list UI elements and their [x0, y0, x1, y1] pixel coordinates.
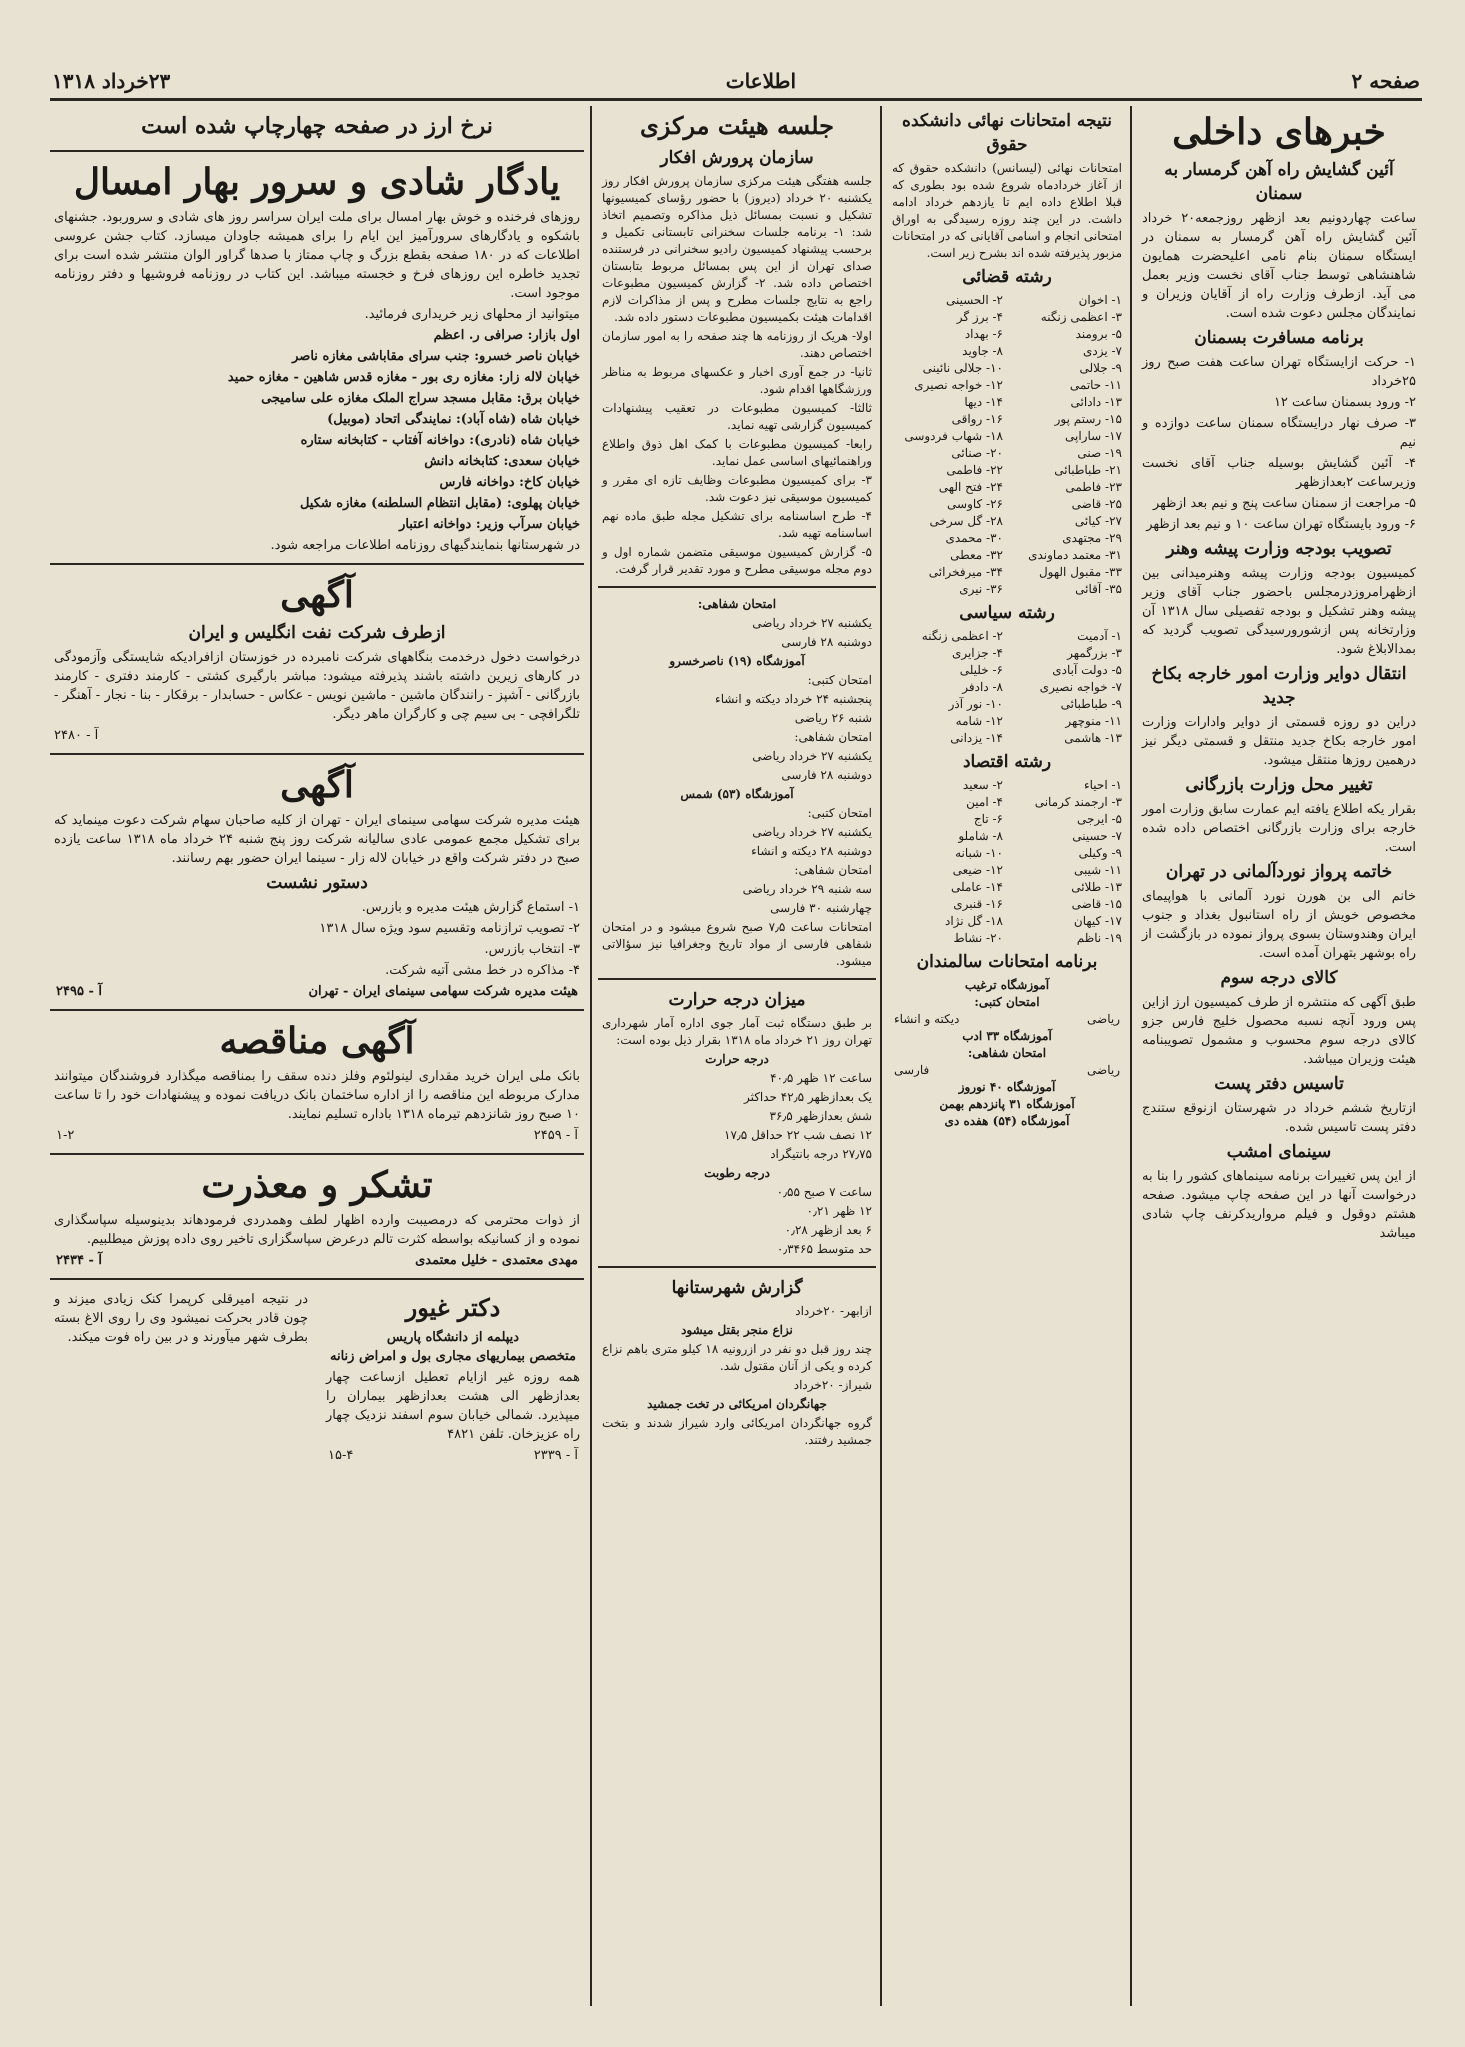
ad-title: آگهی — [280, 764, 354, 806]
article-heading: تاسیس دفتر پست — [1214, 1074, 1344, 1094]
exam-line: شنبه ۲۶ ریاضی — [794, 711, 872, 725]
article-body: طبق آگهی که منتشره از طرف کمیسیون ارز ازاین پس ورود آنچه نسبه محصول خلیج فارس جزو کالای درجه سوم محسوب و مشمول تصویبنامه هیئت وزیران میباشد. — [1142, 995, 1416, 1067]
list-item: ثالثا- کمیسیون مطبوعات در تعقیب پیشنهادات کمیسیون گزارشی تهیه نماید. — [602, 401, 872, 432]
list-item: ۲- الحسینی — [945, 293, 1003, 307]
list-item: ۷- خواجه نصیری — [1039, 680, 1122, 694]
article-heading: میزان درجه حرارت — [668, 990, 806, 1010]
article-heading: جلسه هیئت مرکزی — [639, 111, 835, 140]
ad-signature: مهدی معتمدی - خلیل معتمدی — [415, 1253, 578, 1268]
section-heading: رشته قضائی — [962, 267, 1052, 287]
doctor-ad — [322, 1288, 584, 1465]
masthead-rule — [50, 98, 1422, 101]
article-body: در نتیجه امیرقلی کرپمرا کنک زیادی میزند و چون قادر بحرکت نمیشود وی را روی الاغ بسته بطرف شهر میآورند و در بین راه فوت میکند. — [54, 1292, 308, 1345]
exam-line: یکشنبه ۲۷ خرداد ریاضی — [752, 825, 872, 839]
list-item: ۳۲- معطی — [950, 548, 1003, 562]
paper-name: اطلاعات — [725, 69, 796, 93]
ad-signature: هیئت مدیره شرکت سهامی سینمای ایران - تهران — [308, 984, 578, 999]
ad-body: بانک ملی ایران خرید مقداری لینولئوم وفلز دنده سقف را بمناقصه میگذارد فروشندگان میتوانند مدارک مربوطه این مناقصه را از اداره ساختمان بانک دریافت نموده و پیشنهادات خود را تا ساعت ۱۰ صبح روز شانزدهم تیرماه ۱۳۱۸ باداره تسلیم نمایند. — [54, 1069, 580, 1122]
news-body: گروه جهانگردان امریکائی وارد شیراز شدند و بتخت جمشید رفتند. — [602, 1416, 872, 1447]
list-item: ۱۷- کیهان — [1073, 914, 1122, 928]
list-item: ۱۳- دادائی — [1070, 395, 1122, 409]
list-item: ثانیا- در جمع آوری اخبار و عکسهای مربوط به مناظر ورزشگاهها اقدام شود. — [602, 365, 872, 396]
ad-code: آ - ۲۴۵۹ — [533, 1128, 578, 1143]
news-body: چند روز قبل دو نفر در ازرونیه ۱۸ کیلو متری باهم نزاع کرده و یکی از آنان مقتول شد. — [602, 1342, 872, 1373]
list-item: ۵- ایرجی — [1076, 812, 1122, 826]
list-item: ۱- اخوان — [1078, 293, 1122, 307]
list-item: ۳- برای کمیسیون مطبوعات وظایف تازه ای مقرر و کمیسیون موسیقی نیز دعوت شد. — [602, 473, 872, 504]
ad-title: آگهی — [280, 574, 354, 616]
list-item: ۲- ورود بسمنان ساعت ۱۲ — [1273, 395, 1416, 410]
school-name: آموزشگاه ۳۱ پانزدهم بهمن — [939, 1097, 1075, 1111]
shop-item: خیابان سعدی: کتابخانه دانش — [424, 454, 580, 469]
article-body: امتحانات نهائی (لیسانس) دانشکده حقوق که از آغاز خردادماه شروع شده بود بطوری که قبلا اطلاع داده ایم تا یازدهم خرداد ادامه داشت. در این چند روزه رسیدگی به اوراق امتحانی انجام و اسامی آقایانی که در امتحانات مزبور پذیرفته شده اند بشرح زیر است. — [892, 161, 1122, 260]
list-item: ۱۴- یزدانی — [950, 731, 1003, 745]
exam-subjects — [894, 1011, 1120, 1028]
list-item: ۵- برومند — [1075, 327, 1122, 341]
article-subheading: سازمان پرورش افکار — [660, 148, 814, 168]
ad-code: آ - ۲۴۹۵ — [56, 984, 102, 999]
table-row: یک بعدازظهر ۴۲٫۵ حداکثر — [743, 1090, 872, 1104]
agenda-heading: دستور نشست — [266, 873, 368, 893]
article-body: روزهای فرخنده و خوش بهار امسال برای ملت ایران سراسر روز های شادی و سروربود. جشنهای باشکوه و یادگارهای سرورآمیز این ایام را برای همیشه جاودان میسازد. کتاب جشن عروسی اطلاعات که در ۱۸۰ صفحه بقطع بزرگ و چاپ ممتاز با صدها گراور الوان منتشر شده است برای تجدید خاطره این روزهای فرخ و خجسته میباشد. این کتاب در روزنامه فروشیها و دفتر روزنامه موجود است. — [54, 210, 581, 301]
ad-code-row — [328, 1446, 578, 1465]
list-item: ۱۹- ناظم — [1076, 931, 1122, 945]
list-item: رابعا- کمیسیون مطبوعات با کمک اهل ذوق واطلاع وراهنمائیهای اساسی عمل نماید. — [602, 437, 872, 468]
divider — [50, 563, 584, 565]
list-item: ۸- جاوید — [962, 344, 1003, 358]
article-heading: گزارش شهرستانها — [671, 1278, 803, 1298]
list-item: ۱۶- قنبری — [953, 897, 1003, 911]
exam-line: پنجشنبه ۲۴ خرداد دیکته و انشاء — [715, 692, 872, 706]
shop-item: خیابان شاه (شاه آباد): نمایندگی اتحاد (موبیل) — [327, 412, 580, 427]
doctor-specialty: متخصص بیماریهای مجاری بول و امراض زنانه — [329, 1349, 577, 1364]
list-item: ۴- آئین گشایش بوسیله جناب آقای نخست وزیرساعت ۲بعدازظهر — [1142, 456, 1416, 490]
divider — [50, 1009, 584, 1011]
city-dateline: ازابهر- ۲۰خرداد — [795, 1304, 872, 1318]
exam-heading: آموزشگاه (۱۹) ناصرخسرو — [669, 654, 805, 668]
list-item: ۱- حرکت ازایستگاه تهران ساعت هفت صبح روز ۲۵خرداد — [1142, 355, 1416, 389]
ad-number: ۱-۲ — [56, 1128, 75, 1143]
shop-item: خیابان برق: مقابل مسجد سراج الملک مغازه علی سامیجی — [261, 391, 580, 406]
article-heading: نتیجه امتحانات نهائی دانشکده حقوق — [902, 111, 1112, 155]
exam-line: امتحان شفاهی: — [794, 730, 872, 744]
ad-body: همه روزه غیر ازایام تعطیل ازساعت چهار بعدازظهر الی هشت بعدازظهر بیماران را میپذیرد. شمالی خیابان سوم اسفند نزدیک چهار راه عزیزخان. تلفن ۴۸۲۱ — [326, 1370, 580, 1442]
exam-line: دوشنبه ۲۸ دیکته و انشاء — [751, 844, 872, 858]
article-heading: کالای درجه سوم — [1220, 968, 1338, 988]
list-item: ۱۳- طلائی — [1071, 880, 1122, 894]
exam-results-column — [888, 106, 1126, 2006]
exam-line: دوشنبه ۲۸ فارسی — [781, 635, 872, 649]
list-item: ۲۹- مجتهدی — [1062, 531, 1122, 545]
list-item: ۷- یزدی — [1082, 344, 1122, 358]
name-list — [892, 292, 1122, 598]
list-item: ۲- اعظمی زنگنه — [921, 629, 1003, 643]
list-item: ۹- وکیلی — [1078, 846, 1122, 860]
list-item: ۱۰- شبانه — [955, 846, 1003, 860]
shop-item: خیابان ناصر خسرو: جنب سرای مقاباشی مغازه ناصر — [292, 349, 580, 364]
list-item: ۱۴- دیها — [964, 395, 1003, 409]
list-item: ۴- جزایری — [951, 646, 1003, 660]
ad-code: آ - ۲۴۸۰ — [54, 728, 99, 743]
column-rule — [1130, 106, 1132, 2006]
list-item: ۶- خلیلی — [959, 663, 1003, 677]
list-item: ۴- امین — [966, 795, 1003, 809]
table-row: ۲۷٫۷۵ درجه بانتیگراد — [770, 1147, 872, 1161]
divider — [50, 753, 584, 755]
list-item: ۳۴- میرفخرائی — [928, 565, 1003, 579]
subject: دیکته و انشاء — [894, 1012, 960, 1026]
name-list — [892, 628, 1122, 747]
list-item: ۳۵- آقائی — [1075, 582, 1122, 596]
school-name: آموزشگاه (۵۴) هفده دی — [944, 1114, 1070, 1128]
ad-code-row — [56, 1126, 578, 1145]
article-heading: تغییر محل وزارت بازرگانی — [1185, 775, 1373, 795]
page-number: صفحه ۲ — [1351, 69, 1420, 93]
exam-heading: امتحان شفاهی: — [697, 597, 777, 611]
list-item: ۱۲- شامه — [955, 714, 1003, 728]
shop-item: اول بازار: صرافی ر. اعظم — [433, 328, 580, 343]
bottom-row — [50, 1288, 584, 1465]
divider — [598, 978, 876, 980]
subject: ریاضی — [1087, 1063, 1120, 1077]
divider — [50, 150, 584, 152]
ad-signature-row — [56, 982, 578, 1001]
exam-note: امتحانات ساعت ۷٫۵ صبح شروع میشود و در امتحان شفاهی فارسی از مواد تاریخ وجغرافیا نیز سؤالاتی میشود. — [602, 920, 872, 968]
list-item: ۳۰- محمدی — [945, 531, 1003, 545]
list-item: ۱۸- شهاب فردوسی — [904, 429, 1003, 443]
doctor-degree: دیپلمه از دانشگاه پاریس — [386, 1330, 520, 1345]
news-continuation — [50, 1288, 312, 1465]
exam-line: دوشنبه ۲۸ فارسی — [781, 768, 872, 782]
ad-body: هیئت مدیره شرکت سهامی سینمای ایران - تهران از کلیه صاحبان سهام شرکت دعوت مینماید که برای تشکیل مجمع عمومی عادی سالیانه شرکت روز پنج شنبه ۲۴ خرداد ماه ۱۳۱۸ ساعت یازده صبح در دفتر شرکت واقع در خیابان لاله زار - سینما ایران حضور بهم رسانند. — [54, 813, 580, 866]
table-row: ساعت ۷ صبح ۰٫۵۵ — [776, 1185, 872, 1199]
school-name: آموزشگاه ۴۰ نوروز — [958, 1080, 1056, 1094]
agenda-item: ۳- انتخاب بازرس. — [484, 942, 580, 957]
article-heading: برنامه مسافرت بسمنان — [1194, 328, 1364, 348]
list-item: ۸- شاملو — [958, 829, 1003, 843]
article-body: از این پس تغییرات برنامه سینماهای کشور را بنا به درخواست آنها در این صفحه چاپ میشود. صفحه هشتم دوقول و فیلم مرواریدکرنف چاپ شادی میباشد — [1142, 1169, 1416, 1241]
list-item: ۱۱- حاتمی — [1069, 378, 1122, 392]
list-item: ۹- طباطبائی — [1060, 697, 1122, 711]
list-item: ۳- صرف نهار درایستگاه سمنان ساعت دوازده و نیم — [1142, 416, 1416, 450]
exam-heading: آموزشگاه (۵۳) شمس — [680, 787, 794, 801]
column-rule — [880, 106, 882, 2006]
list-item: ۵- گزارش کمیسیون موسیقی متضمن شماره اول و دوم مجله موسیقی مطرح و مورد تقدیر قرار گرفت. — [602, 545, 872, 576]
list-item: ۲۵- قاضی — [1071, 497, 1122, 511]
table-row: ۶ بعد ازظهر ۰٫۲۸ — [784, 1223, 872, 1237]
school-name: آموزشگاه ۳۳ ادب — [962, 1029, 1052, 1043]
article-heading: انتقال دوایر وزارت امور خارجه بکاخ جدید — [1151, 664, 1407, 708]
section-heading: برنامه امتحانات سالمندان — [916, 952, 1098, 972]
list-item: ۴- برز گر — [956, 310, 1003, 324]
article-body: جلسه هفتگی هیئت مرکزی سازمان پرورش افکار روز یکشنبه ۲۰ خرداد (دیروز) با حضور رؤسای کمیسیونها تشکیل و نسبت بمسائل ذیل مذاکره وتصمیم اتخاذ شد: ۱- برنامه جلسات سخنرانی تابستانی تکمیل و برحسب پیشنهاد کمیسیون رادیو سخنرانی در فرستنده صدای تهران از این پس بمسائل مربوط بتابستان اختصاص داده شد. ۲- گزارش کمیسیون مطبوعات راجع به نتایج جلسات مطرح و پس از مذاکرات لازم اقدامات هیئت بکمیسیون مطبوعات دستور داده شد. — [602, 174, 872, 324]
ad-number: ۱۵-۴ — [328, 1448, 354, 1463]
list-item: ۲۰- صنائی — [951, 446, 1003, 460]
section-heading: رشته سیاسی — [959, 603, 1055, 623]
list-item: ۹- جلالی — [1079, 361, 1122, 375]
school-name: آموزشگاه ترغیب — [964, 978, 1050, 992]
news-title: نزاع منجر بقتل میشود — [681, 1323, 793, 1337]
table-row: ساعت ۱۲ ظهر ۴۰٫۵ — [770, 1071, 872, 1085]
exam-line: امتحان کتبی: — [807, 673, 872, 687]
list-item: ۲۱- طباطبائی — [1054, 463, 1122, 477]
ads-column — [50, 106, 584, 2006]
ad-code: آ - ۲۳۳۹ — [533, 1448, 578, 1463]
article-heading: آئین گشایش راه آهن گرمسار به سمنان — [1164, 160, 1394, 204]
central-board-column — [598, 106, 876, 2006]
divider — [50, 1278, 584, 1280]
ad-title: دکتر غیور — [405, 1293, 501, 1322]
table-row: ۱۲ ظهر ۰٫۲۱ — [806, 1204, 872, 1218]
column-rule — [590, 106, 592, 2006]
ad-body: درخواست دخول درخدمت بنگاههای شرکت نامبرده در خوزستان ازافرادیکه شایستگی وآزمودگی در کارهای زیرین داشته باشند پذیرفته میشود: مباشر بارگیری کشتی - کارمند دفتری - کارمند بازرگانی - آشپز - رانندگان ماشین - ماشین نویس - عکاس - حسابدار - برقکار - بنا - نجار - آهنگر - تلگرافچی - بی سیم چی و کارگران ماهر دیگر. — [54, 650, 580, 722]
shop-item: خیابان لاله زار: مغازه ری بور - مغازه قدس شاهین - مغازه حمید — [227, 370, 580, 385]
list-item: ۲۰- نشاط — [953, 931, 1003, 945]
ad-signature-row — [56, 1251, 578, 1270]
article-body: کمیسیون بودجه وزارت پیشه وهنرمیدانی بین ازظهرامروزدرمجلس باحضور جناب آقای وزیر پیشه وهنر تشکیل و بودجه تفصیلی سال ۱۳۱۸ آن وزارتخانه پس ازشورورسیدگی تصویب گردید که بمدالابلاغ شود. — [1142, 566, 1416, 657]
list-item: ۲۷- کیائی — [1074, 514, 1122, 528]
list-item: ۶- ورود بایستگاه تهران ساعت ۱۰ و نیم بعد ازظهر — [1146, 517, 1416, 532]
list-item: ۲۲- فاطمی — [946, 463, 1003, 477]
shop-item: خیابان سرآب وزیر: دواخانه اعتبار — [399, 517, 580, 532]
article-body: خانم الی بن هورن نورد آلمانی با هواپیمای مخصوص خویش از راه استانبول بغداد و جنوب ایران وهندوستان بسوی پرواز نموده در بازگشت از راه بوشهر بتهران آمده است. — [1142, 889, 1416, 961]
list-item: ۵- مراجعت از سمنان ساعت پنج و نیم بعد ازظهر — [1152, 496, 1416, 511]
list-item: ۱۲- خواجه نصیری — [914, 378, 1003, 392]
article-heading: یادگار شادی و سرور بهار امسال — [73, 161, 561, 203]
list-item: ۱۵- رستم پور — [1054, 412, 1122, 426]
list-item: ۲۶- کاوسی — [947, 497, 1003, 511]
masthead — [52, 68, 1420, 94]
agenda-item: ۴- مذاکره در خط مشی آتیه شرکت. — [385, 963, 580, 978]
exam-subjects — [894, 1062, 1120, 1079]
article-body: بقرار یکه اطلاع یافته ایم عمارت سابق وزارت امور خارجه برای وزارت بازرگانی اختصاص داده شده است. — [1142, 802, 1416, 855]
section-heading: رشته اقتصاد — [962, 752, 1052, 772]
list-item: ۲- سعید — [962, 778, 1003, 792]
list-item: ۶- تاج — [973, 812, 1003, 826]
currency-notice: نرخ ارز در صفحه چهارچاپ شده است — [141, 113, 493, 139]
table-row: ۱۲ نصف شب ۲۲ حداقل ۱۷٫۵ — [724, 1128, 872, 1142]
divider — [50, 1153, 584, 1155]
article-body: ازتاریخ ششم خرداد در شهرستان ازنوقع ستندج دفتر پست تاسیس شده. — [1142, 1101, 1416, 1135]
subject: فارسی — [894, 1063, 930, 1077]
list-item: ۳- اعظمی زنگنه — [1040, 310, 1122, 324]
list-item: ۳۳- مقبول الهول — [1038, 565, 1122, 579]
list-item: ۱۰- جلالی نائینی — [922, 361, 1003, 375]
list-item: ۱۵- قاضی — [1071, 897, 1122, 911]
list-item: ۱۸- گل نژاد — [944, 914, 1003, 928]
table-row: حد متوسط ۰٫۳۴۶۵ — [776, 1242, 872, 1256]
article-heading: سینمای امشب — [1226, 1142, 1332, 1162]
list-item: ۱- آدمیت — [1077, 629, 1122, 643]
list-item: ۳۶- نیری — [959, 582, 1003, 596]
list-item: ۱۱- منوچهر — [1065, 714, 1122, 728]
section-title: خبرهای داخلی — [1172, 111, 1386, 153]
ad-title: تشکر و معذرت — [201, 1164, 433, 1206]
list-item: ۲۸- گل سرخی — [929, 514, 1003, 528]
ad-title: آگهی مناقصه — [219, 1020, 415, 1062]
list-item: ۱- احیاء — [1084, 778, 1122, 792]
list-item: ۶- بهداد — [964, 327, 1003, 341]
ad-code: آ - ۲۴۳۴ — [56, 1253, 102, 1268]
exam-line: امتحان شفاهی: — [794, 863, 872, 877]
city-dateline: شیراز- ۲۰خرداد — [793, 1378, 872, 1392]
exam-type: امتحان شفاهی: — [967, 1046, 1047, 1060]
ad-body: از ذوات محترمی که درمصیبت وارده اظهار لطف وهمدردی فرمودهاند بدینوسیله سپاسگذاری نموده و از کسانیکه بواسطه کثرت تالم درعرض سپاسگزاری تاخیر روی داده پوزش میطلبیم. — [54, 1213, 580, 1247]
subject: ریاضی — [1087, 1012, 1120, 1026]
list-item: ۲۴- فتح الهی — [938, 480, 1003, 494]
list-item: ۱۷- ساراپی — [1065, 429, 1122, 443]
list-item: ۱۹- صنی — [1077, 446, 1122, 460]
list-item: ۱۱- شیبی — [1073, 863, 1122, 877]
article-body: دراین دو روزه قسمتی از دوایر وادارات وزارت امور خارجه بکاخ جدید منتقل و قسمتی دیگر نیز درهمین روزها منتقل میشود. — [1142, 715, 1416, 768]
table-row: شش بعدازظهر ۳۶٫۵ — [769, 1109, 872, 1123]
exam-line: چهارشنبه ۳۰ فارسی — [770, 901, 872, 915]
agenda-item: ۱- استماع گزارش هیئت مدیره و بازرس. — [361, 900, 580, 915]
list-item: ۱۰- نور آذر — [948, 697, 1003, 711]
list-item: ۳- بزرگمهر — [1067, 646, 1122, 660]
list-item: ۱۳- هاشمی — [1064, 731, 1122, 745]
exam-line: یکشنبه ۲۷ خرداد ریاضی — [752, 616, 872, 630]
list-item: ۱۲- ضیعی — [952, 863, 1003, 877]
exam-line: یکشنبه ۲۷ خرداد ریاضی — [752, 749, 872, 763]
shop-item: خیابان پهلوی: (مقابل انتظام السلطنه) مغازه شکیل — [299, 496, 580, 511]
name-list — [892, 777, 1122, 947]
news-title: جهانگردان امریکائی در تخت جمشید — [647, 1397, 827, 1411]
list-item: ۷- حسینی — [1072, 829, 1122, 843]
article-footer: در شهرستانها بنمایندگیهای روزنامه اطلاعات مراجعه شود. — [270, 538, 580, 553]
article-body: بر طبق دستگاه ثبت آمار جوی اداره آمار شهرداری تهران روز ۲۱ خرداد ماه ۱۳۱۸ بقرار ذیل بوده است: — [602, 1016, 872, 1047]
shop-item: خیابان شاه (نادری): دواخانه آفتاب - کتابخانه ستاره — [300, 433, 580, 448]
divider — [598, 1266, 876, 1268]
list-item: ۳۱- معتمد دماوندی — [1028, 548, 1122, 562]
article-body: میتوانید از محلهای زیر خریداری فرمائید. — [364, 307, 580, 322]
list-item: ۴- طرح اساسنامه برای تشکیل مجله طبق ماده نهم اساسنامه تهیه شد. — [602, 509, 872, 540]
exam-type: امتحان کتبی: — [974, 995, 1040, 1009]
list-item: ۳- ارجمند کرمانی — [1034, 795, 1122, 809]
list-item: ۵- دولت آبادی — [1052, 663, 1122, 677]
article-heading: خاتمه پرواز نوردآلمانی در تهران — [1165, 862, 1393, 882]
list-item: اولا- هریک از روزنامه ها چند صفحه را به امور سازمان اختصاص دهند. — [602, 329, 872, 360]
issue-date: ۲۳خرداد ۱۳۱۸ — [52, 69, 171, 93]
table-heading: درجه رطوبت — [704, 1166, 770, 1180]
ad-subtitle: ازطرف شرکت نفت انگلیس و ایران — [188, 623, 446, 643]
list-item: ۱۴- عاملی — [951, 880, 1003, 894]
domestic-news-column — [1138, 106, 1420, 2006]
shop-item: خیابان کاخ: دواخانه فارس — [439, 475, 580, 490]
agenda-item: ۲- تصویب ترازنامه وتقسیم سود ویژه سال ۱۳۱۸ — [319, 921, 580, 936]
exam-line: امتحان کتبی: — [807, 806, 872, 820]
table-heading: درجه حرارت — [705, 1052, 769, 1066]
exam-line: سه شنبه ۲۹ خرداد ریاضی — [742, 882, 872, 896]
divider — [598, 586, 876, 588]
article-body: ساعت چهاردونیم بعد ازظهر روزجمعه۲۰ خرداد آئین گشایش راه آهن گرمسار به سمنان در ایستگاه سمنان بنام نامی اعلیحضرت همایون شاهنشاهی توسط جناب آقای نخست وزیر بعمل می آید. ازطرف وزارت راه از آقایان وزیران و نمایندگان مجلس دعوت شده است. — [1142, 211, 1416, 321]
list-item: ۲۳- فاطمی — [1065, 480, 1122, 494]
article-heading: تصویب بودجه وزارت پیشه وهنر — [1166, 539, 1392, 559]
list-item: ۱۶- رواقی — [951, 412, 1003, 426]
list-item: ۸- دادفر — [962, 680, 1003, 694]
